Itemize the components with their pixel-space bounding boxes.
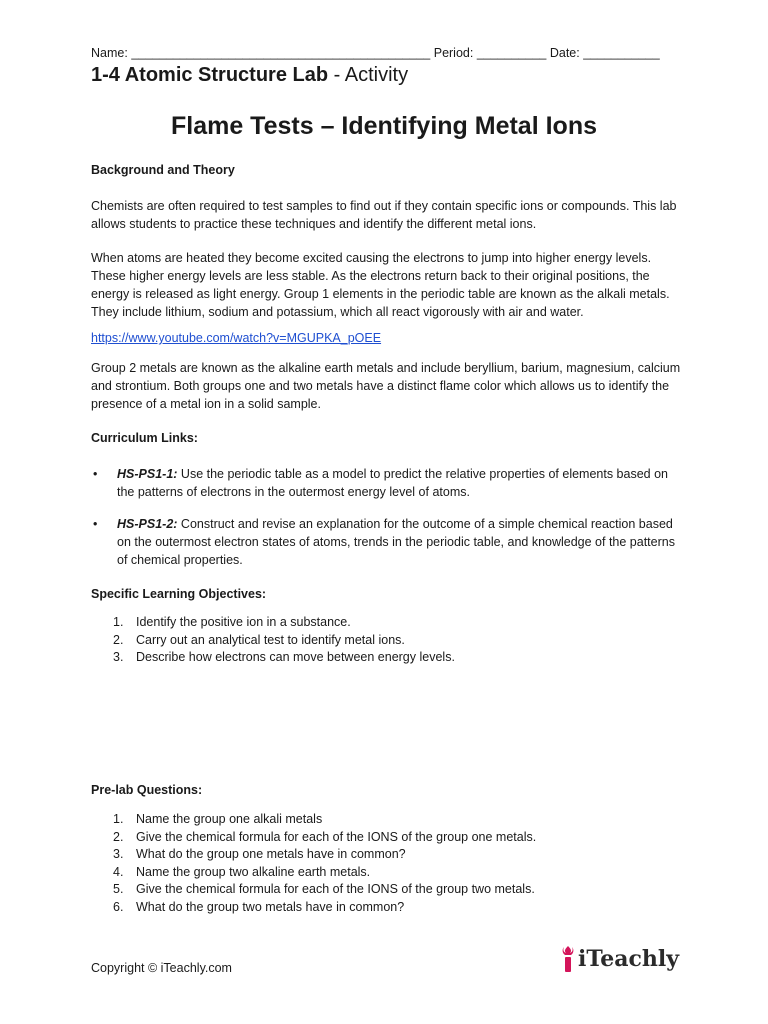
curriculum-heading: Curriculum Links: xyxy=(91,431,198,445)
prelab-list xyxy=(91,811,681,917)
item-text: Name the group two alkaline earth metals. xyxy=(136,864,371,879)
student-info-line xyxy=(91,46,660,60)
iteachly-logo xyxy=(560,944,679,974)
item-number: 5. xyxy=(113,882,124,897)
list-item xyxy=(91,614,681,632)
list-item xyxy=(91,829,681,847)
list-item xyxy=(91,864,681,882)
bullet-icon: • xyxy=(93,467,98,481)
standard-code: HS-PS1-2: xyxy=(117,517,178,531)
item-text: Name the group one alkali metals xyxy=(136,812,323,826)
list-item xyxy=(91,632,681,650)
standard-text: Construct and revise an explanation for the outcome of a simple chemical reaction based on the outermost electron states of atoms, trends in the periodic table, and knowledge of the patterns of chemical properties. xyxy=(117,517,675,567)
list-item xyxy=(91,881,681,899)
background-paragraph-3: Group 2 metals are known as the alkaline earth metals and include beryllium, barium, magnesium, calcium and strontium. Both groups one and two metals have a distinct flame color which allows us to identify the presence of a metal ion in a solid sample. xyxy=(91,361,681,411)
period-label: Period: xyxy=(433,46,474,60)
item-text: Give the chemical formula for each of the IONS of the group one metals. xyxy=(136,829,537,844)
prelab-heading: Pre-lab Questions: xyxy=(91,783,203,797)
list-item xyxy=(91,846,681,864)
curriculum-item xyxy=(91,465,681,501)
bullet-icon: • xyxy=(93,517,98,531)
item-text: What do the group one metals have in common? xyxy=(136,847,406,862)
list-item xyxy=(91,811,681,829)
lab-title-bold: 1-4 Atomic Structure Lab xyxy=(91,64,329,86)
name-label: Name: xyxy=(91,46,128,60)
item-text: What do the group two metals have in common? xyxy=(136,899,405,914)
youtube-link[interactable]: https://www.youtube.com/watch?v=MGUPKA_pOEE xyxy=(91,331,382,345)
objectives-heading: Specific Learning Objectives: xyxy=(91,587,267,601)
item-number: 3. xyxy=(113,847,124,862)
item-number: 6. xyxy=(113,899,124,914)
item-text: Identify the positive ion in a substance. xyxy=(136,615,351,629)
standard-code: HS-PS1-1: xyxy=(117,467,178,481)
curriculum-item xyxy=(91,515,681,569)
curriculum-list xyxy=(91,465,681,569)
item-number: 1. xyxy=(113,615,124,629)
item-number: 1. xyxy=(113,812,124,826)
background-paragraph-2: When atoms are heated they become excited causing the electrons to jump into higher energy levels. These higher energy levels are less stable. As the electrons return back to their original positions, the energy is released as light energy. Group 1 elements in the periodic table are known as the alkali metals. They include lithium, sodium and potassium, which all react vigorously with air and water. xyxy=(91,251,670,319)
name-blank: ___________________________________________ xyxy=(131,46,431,60)
background-heading: Background and Theory xyxy=(91,163,235,177)
lab-title-suffix: - Activity xyxy=(328,64,409,86)
item-number: 2. xyxy=(113,829,124,844)
item-text: Describe how electrons can move between energy levels. xyxy=(136,650,455,665)
item-number: 4. xyxy=(113,864,124,879)
period-blank: __________ xyxy=(476,46,547,60)
copyright-text: Copyright © iTeachly.com xyxy=(91,961,232,975)
standard-text: Use the periodic table as a model to predict the relative properties of elements based on the patterns of electrons in the outermost energy level of atoms. xyxy=(117,467,668,499)
list-item xyxy=(91,649,681,667)
date-label: Date: xyxy=(549,46,580,60)
date-blank: ___________ xyxy=(583,46,660,60)
item-number: 3. xyxy=(113,650,124,665)
item-number: 2. xyxy=(113,632,124,647)
document-title: Flame Tests – Identifying Metal Ions xyxy=(170,112,597,140)
item-text: Give the chemical formula for each of the IONS of the group two metals. xyxy=(136,882,535,897)
logo-wordmark: iTeachly xyxy=(578,946,679,972)
item-text: Carry out an analytical test to identify metal ions. xyxy=(136,632,405,647)
lab-title xyxy=(91,64,408,87)
flame-figure-icon xyxy=(560,944,576,974)
objectives-list xyxy=(91,614,681,667)
list-item xyxy=(91,899,681,917)
background-paragraph-1: Chemists are often required to test samples to find out if they contain specific ions or compounds. This lab allows students to practice these techniques and identify the different metal ions. xyxy=(91,199,677,231)
